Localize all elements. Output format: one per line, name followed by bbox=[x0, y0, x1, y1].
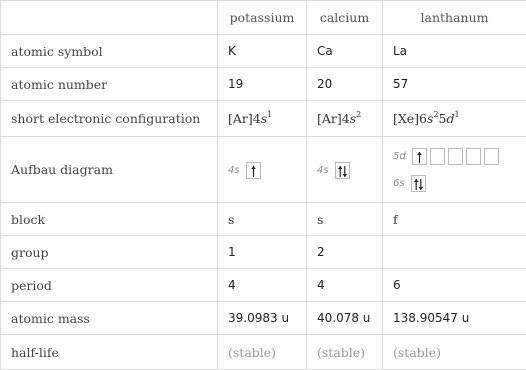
electron-arrows bbox=[247, 163, 260, 178]
orbital-box bbox=[412, 148, 427, 165]
orbital-diagram-6s bbox=[393, 175, 526, 192]
row-label: atomic mass bbox=[1, 302, 218, 335]
row-electron-config bbox=[1, 101, 526, 137]
row-label: Aufbau diagram bbox=[1, 137, 218, 203]
cell-value: (stable) bbox=[307, 335, 383, 370]
row-label: group bbox=[1, 236, 218, 269]
row-label: atomic number bbox=[1, 68, 218, 101]
config-exponent: 2 bbox=[356, 110, 362, 119]
cell-value: La bbox=[383, 35, 526, 68]
cell-value: s bbox=[218, 203, 307, 236]
cell-value: 40.078 u bbox=[307, 302, 383, 335]
orbital-label: 4s bbox=[228, 164, 240, 176]
cell-value: 4 bbox=[307, 269, 383, 302]
aufbau-calcium bbox=[307, 137, 383, 203]
cell-value: 20 bbox=[307, 68, 383, 101]
cell-value: 138.90547 u bbox=[383, 302, 526, 335]
row-label: half-life bbox=[1, 335, 218, 370]
orbital-diagram bbox=[228, 162, 264, 179]
cell-value: K bbox=[218, 35, 307, 68]
row-label: short electronic configuration bbox=[1, 101, 218, 137]
config-exponent: 2 bbox=[433, 110, 439, 119]
electron-arrows bbox=[413, 149, 426, 164]
row-group bbox=[1, 236, 526, 269]
row-label: period bbox=[1, 269, 218, 302]
orbital-box bbox=[246, 162, 261, 179]
config-calcium bbox=[307, 101, 383, 137]
orbital-box bbox=[411, 175, 426, 192]
orbital-label: 6s bbox=[393, 177, 405, 189]
header-lanthanum: lanthanum bbox=[383, 1, 526, 35]
arrow-head bbox=[251, 166, 256, 169]
config-potassium bbox=[218, 101, 307, 137]
row-label: atomic symbol bbox=[1, 35, 218, 68]
header-calcium: calcium bbox=[307, 1, 383, 35]
cell-value: 39.0983 u bbox=[218, 302, 307, 335]
row-atomic-number bbox=[1, 68, 526, 101]
header-potassium: potassium bbox=[218, 1, 307, 35]
config-core: [Ar]4 bbox=[317, 111, 350, 126]
row-label: block bbox=[1, 203, 218, 236]
cell-value: 2 bbox=[307, 236, 383, 269]
config-orbital: s bbox=[260, 111, 268, 126]
row-half-life bbox=[1, 335, 526, 370]
orbital-box bbox=[484, 148, 499, 165]
config-orbital: s bbox=[427, 111, 434, 126]
config-exponent: 1 bbox=[267, 110, 273, 119]
config-exponent: 1 bbox=[454, 110, 460, 119]
arrow-head bbox=[417, 152, 422, 155]
cell-value: 19 bbox=[218, 68, 307, 101]
arrow-head bbox=[337, 166, 342, 169]
cell-value: (stable) bbox=[218, 335, 307, 370]
row-block bbox=[1, 203, 526, 236]
orbital-label: 5d bbox=[393, 150, 406, 162]
arrow-head bbox=[342, 174, 347, 177]
cell-value: Ca bbox=[307, 35, 383, 68]
row-period bbox=[1, 269, 526, 302]
orbital-diagram-5d bbox=[393, 148, 526, 165]
aufbau-potassium bbox=[218, 137, 307, 203]
header-empty-cell bbox=[1, 1, 218, 35]
orbital-box bbox=[466, 148, 481, 165]
cell-value: 6 bbox=[383, 269, 526, 302]
cell-value: 1 bbox=[218, 236, 307, 269]
config-core: [Ar]4 bbox=[228, 111, 261, 126]
cell-value bbox=[383, 236, 526, 269]
config-core: [Xe]6 bbox=[393, 111, 428, 126]
orbital-label: 4s bbox=[317, 164, 329, 176]
electron-arrows bbox=[336, 163, 349, 178]
arrow-head bbox=[413, 179, 418, 182]
cell-value: f bbox=[383, 203, 526, 236]
cell-value: 4 bbox=[218, 269, 307, 302]
config-lanthanum bbox=[383, 101, 526, 137]
row-atomic-mass bbox=[1, 302, 526, 335]
config-orbital: d bbox=[446, 111, 455, 126]
config-shell: 5 bbox=[438, 111, 447, 126]
arrow-head bbox=[418, 187, 423, 190]
electron-arrows bbox=[412, 176, 425, 191]
aufbau-lanthanum bbox=[383, 137, 526, 203]
orbital-box bbox=[335, 162, 350, 179]
cell-value: (stable) bbox=[383, 335, 526, 370]
header-row bbox=[1, 1, 526, 35]
orbital-box bbox=[430, 148, 445, 165]
cell-value: 57 bbox=[383, 68, 526, 101]
orbital-diagram bbox=[317, 162, 353, 179]
config-orbital: s bbox=[349, 111, 357, 126]
orbital-box bbox=[448, 148, 463, 165]
row-atomic-symbol bbox=[1, 35, 526, 68]
cell-value: s bbox=[307, 203, 383, 236]
row-aufbau bbox=[1, 137, 526, 203]
